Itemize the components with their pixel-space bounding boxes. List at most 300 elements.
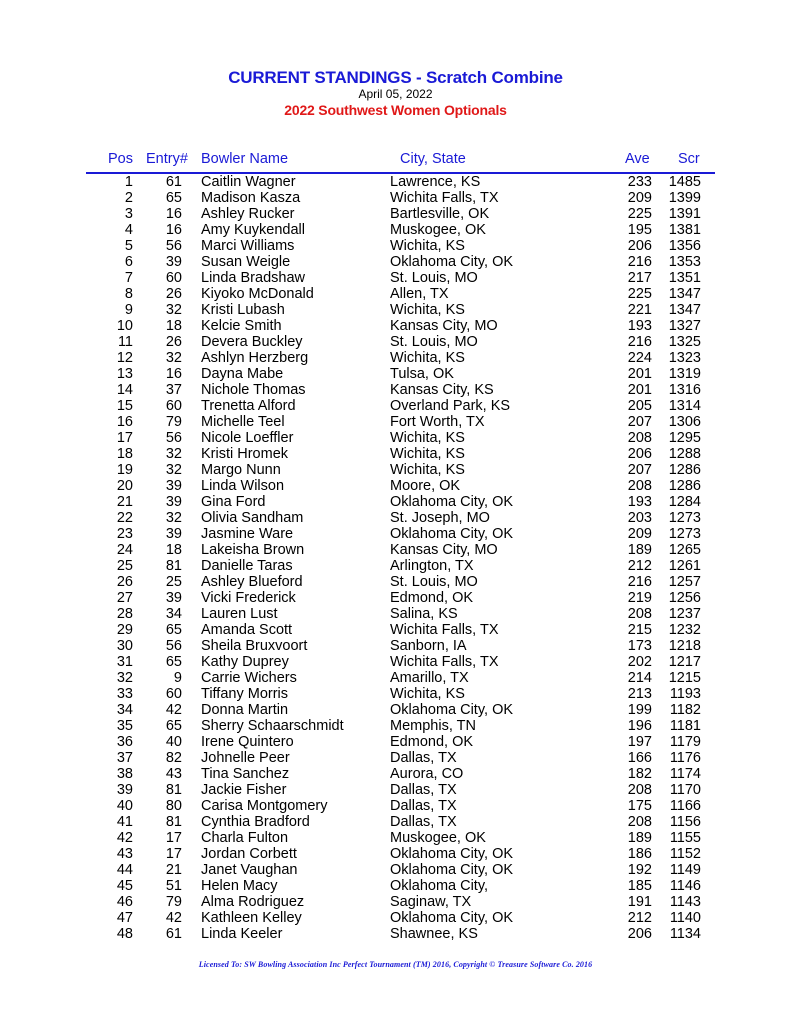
cell-ave: 195	[627, 222, 652, 238]
table-row	[0, 478, 791, 494]
cell-pos: 22	[116, 510, 133, 526]
cell-entry: 39	[165, 526, 182, 542]
cell-bowler-name: Irene Quintero	[201, 734, 294, 750]
cell-bowler-name: Jasmine Ware	[201, 526, 294, 542]
cell-city-state: Kansas City, KS	[390, 382, 494, 398]
cell-ave: 173	[627, 638, 652, 654]
col-header-scr: Scr	[678, 151, 700, 167]
cell-scr: 1155	[669, 830, 701, 846]
table-row	[0, 238, 791, 254]
cell-scr: 1176	[669, 750, 701, 766]
cell-scr: 1286	[668, 478, 701, 494]
cell-ave: 225	[627, 206, 652, 222]
cell-pos: 40	[116, 798, 133, 814]
cell-pos: 5	[124, 238, 133, 254]
cell-entry: 42	[165, 702, 182, 718]
cell-entry: 34	[165, 606, 182, 622]
cell-city-state: Wichita Falls, TX	[390, 622, 499, 638]
cell-bowler-name: Jackie Fisher	[201, 782, 287, 798]
table-row	[0, 750, 791, 766]
cell-entry: 82	[165, 750, 182, 766]
cell-ave: 196	[627, 718, 652, 734]
cell-pos: 4	[124, 222, 133, 238]
cell-scr: 1181	[669, 718, 701, 734]
cell-ave: 191	[627, 894, 652, 910]
table-row	[0, 846, 791, 862]
cell-scr: 1265	[668, 542, 701, 558]
table-row	[0, 814, 791, 830]
cell-ave: 213	[627, 686, 652, 702]
cell-pos: 46	[116, 894, 133, 910]
cell-ave: 201	[627, 366, 652, 382]
table-row	[0, 334, 791, 350]
cell-ave: 192	[627, 862, 652, 878]
table-row	[0, 222, 791, 238]
cell-scr: 1237	[668, 606, 701, 622]
cell-bowler-name: Kelcie Smith	[201, 318, 282, 334]
cell-bowler-name: Gina Ford	[201, 494, 266, 510]
cell-scr: 1273	[668, 526, 701, 542]
cell-bowler-name: Linda Keeler	[201, 926, 283, 942]
cell-scr: 1314	[668, 398, 701, 414]
cell-pos: 11	[117, 334, 133, 350]
cell-entry: 65	[165, 622, 182, 638]
table-row	[0, 462, 791, 478]
cell-scr: 1232	[668, 622, 701, 638]
cell-entry: 32	[165, 462, 182, 478]
col-header-ave: Ave	[625, 151, 650, 167]
cell-ave: 225	[627, 286, 652, 302]
cell-entry: 65	[165, 718, 182, 734]
cell-ave: 182	[627, 766, 652, 782]
col-header-pos: Pos	[108, 151, 133, 167]
cell-entry: 51	[165, 878, 182, 894]
cell-ave: 185	[627, 878, 652, 894]
cell-scr: 1256	[668, 590, 701, 606]
cell-entry: 37	[165, 382, 182, 398]
cell-entry: 32	[165, 446, 182, 462]
cell-city-state: Bartlesville, OK	[390, 206, 490, 222]
cell-scr: 1143	[669, 894, 701, 910]
cell-ave: 208	[627, 782, 652, 798]
cell-pos: 30	[116, 638, 133, 654]
cell-city-state: Wichita, KS	[390, 430, 465, 446]
cell-bowler-name: Olivia Sandham	[201, 510, 304, 526]
cell-entry: 61	[165, 174, 182, 190]
cell-city-state: St. Joseph, MO	[390, 510, 490, 526]
cell-pos: 28	[116, 606, 133, 622]
cell-city-state: St. Louis, MO	[390, 270, 478, 286]
cell-ave: 209	[627, 190, 652, 206]
cell-pos: 8	[124, 286, 133, 302]
cell-entry: 16	[165, 206, 182, 222]
cell-scr: 1170	[669, 782, 701, 798]
table-row	[0, 606, 791, 622]
cell-scr: 1152	[669, 846, 701, 862]
cell-ave: 208	[627, 430, 652, 446]
cell-scr: 1295	[668, 430, 701, 446]
cell-bowler-name: Cynthia Bradford	[201, 814, 310, 830]
table-row	[0, 910, 791, 926]
cell-ave: 189	[627, 830, 652, 846]
cell-city-state: Salina, KS	[390, 606, 458, 622]
cell-ave: 214	[627, 670, 652, 686]
cell-pos: 18	[116, 446, 133, 462]
cell-entry: 25	[165, 574, 182, 590]
cell-city-state: Wichita, KS	[390, 446, 465, 462]
cell-scr: 1356	[668, 238, 701, 254]
cell-scr: 1306	[668, 414, 701, 430]
cell-bowler-name: Devera Buckley	[201, 334, 303, 350]
cell-city-state: Lawrence, KS	[390, 174, 481, 190]
cell-scr: 1399	[668, 190, 701, 206]
cell-city-state: Oklahoma City, OK	[390, 910, 514, 926]
cell-bowler-name: Kristi Hromek	[201, 446, 289, 462]
table-row	[0, 526, 791, 542]
cell-ave: 199	[627, 702, 652, 718]
table-row	[0, 622, 791, 638]
table-row	[0, 654, 791, 670]
cell-city-state: Wichita, KS	[390, 686, 465, 702]
cell-bowler-name: Caitlin Wagner	[201, 174, 296, 190]
cell-pos: 32	[116, 670, 133, 686]
column-headers	[0, 151, 791, 171]
cell-scr: 1391	[668, 206, 701, 222]
cell-entry: 21	[165, 862, 182, 878]
table-row	[0, 414, 791, 430]
cell-ave: 215	[627, 622, 652, 638]
cell-bowler-name: Jordan Corbett	[201, 846, 297, 862]
cell-bowler-name: Marci Williams	[201, 238, 295, 254]
cell-ave: 207	[627, 414, 652, 430]
cell-scr: 1146	[669, 878, 701, 894]
table-row	[0, 590, 791, 606]
cell-scr: 1273	[668, 510, 701, 526]
cell-pos: 13	[116, 366, 133, 382]
table-row	[0, 894, 791, 910]
cell-entry: 42	[165, 910, 182, 926]
cell-ave: 224	[627, 350, 652, 366]
cell-city-state: Dallas, TX	[390, 814, 457, 830]
cell-bowler-name: Amy Kuykendall	[201, 222, 305, 238]
cell-scr: 1261	[668, 558, 701, 574]
cell-scr: 1193	[669, 686, 701, 702]
cell-city-state: Dallas, TX	[390, 798, 457, 814]
cell-scr: 1351	[668, 270, 701, 286]
cell-bowler-name: Kathleen Kelley	[201, 910, 302, 926]
cell-scr: 1174	[669, 766, 701, 782]
table-row	[0, 830, 791, 846]
cell-pos: 6	[124, 254, 133, 270]
cell-city-state: Kansas City, MO	[390, 318, 498, 334]
cell-bowler-name: Nichole Thomas	[201, 382, 306, 398]
cell-entry: 40	[165, 734, 182, 750]
cell-city-state: Wichita, KS	[390, 350, 465, 366]
table-row	[0, 574, 791, 590]
cell-city-state: Moore, OK	[390, 478, 461, 494]
cell-pos: 41	[116, 814, 133, 830]
tournament-name: 2022 Southwest Women Optionals	[284, 102, 507, 118]
cell-city-state: Amarillo, TX	[390, 670, 469, 686]
cell-city-state: Overland Park, KS	[390, 398, 511, 414]
cell-scr: 1149	[669, 862, 701, 878]
cell-pos: 36	[116, 734, 133, 750]
cell-city-state: Oklahoma City, OK	[390, 862, 514, 878]
cell-scr: 1347	[668, 302, 701, 318]
cell-pos: 38	[116, 766, 133, 782]
table-row	[0, 254, 791, 270]
cell-pos: 24	[116, 542, 133, 558]
cell-bowler-name: Madison Kasza	[201, 190, 301, 206]
cell-city-state: Oklahoma City, OK	[390, 846, 514, 862]
cell-bowler-name: Kristi Lubash	[201, 302, 285, 318]
cell-scr: 1288	[668, 446, 701, 462]
cell-pos: 10	[116, 318, 133, 334]
cell-ave: 193	[627, 318, 652, 334]
table-row	[0, 190, 791, 206]
cell-city-state: Wichita Falls, TX	[390, 654, 499, 670]
cell-bowler-name: Trenetta Alford	[201, 398, 296, 414]
cell-entry: 65	[165, 190, 182, 206]
table-row	[0, 350, 791, 366]
cell-bowler-name: Kiyoko McDonald	[201, 286, 314, 302]
table-row	[0, 318, 791, 334]
cell-scr: 1347	[668, 286, 701, 302]
cell-entry: 65	[165, 654, 182, 670]
cell-ave: 186	[627, 846, 652, 862]
cell-bowler-name: Charla Fulton	[201, 830, 289, 846]
cell-ave: 208	[627, 478, 652, 494]
cell-city-state: Kansas City, MO	[390, 542, 498, 558]
cell-ave: 216	[627, 334, 652, 350]
cell-city-state: Wichita, KS	[390, 302, 465, 318]
cell-bowler-name: Alma Rodriguez	[201, 894, 305, 910]
cell-entry: 56	[165, 238, 182, 254]
cell-ave: 217	[627, 270, 652, 286]
cell-city-state: Tulsa, OK	[390, 366, 454, 382]
standings-table	[0, 174, 791, 942]
table-row	[0, 638, 791, 654]
cell-entry: 26	[165, 286, 182, 302]
col-header-entry: Entry#	[146, 151, 188, 167]
cell-ave: 221	[627, 302, 652, 318]
page-title: CURRENT STANDINGS - Scratch Combine	[228, 68, 563, 87]
cell-bowler-name: Susan Weigle	[201, 254, 291, 270]
cell-scr: 1166	[669, 798, 701, 814]
cell-entry: 18	[165, 318, 182, 334]
cell-entry: 16	[165, 222, 182, 238]
cell-pos: 7	[124, 270, 133, 286]
cell-entry: 60	[165, 686, 182, 702]
cell-city-state: Muskogee, OK	[390, 222, 486, 238]
col-header-city: City, State	[400, 151, 466, 167]
cell-city-state: Oklahoma City, OK	[390, 526, 514, 542]
cell-scr: 1179	[669, 734, 701, 750]
cell-entry: 16	[165, 366, 182, 382]
cell-entry: 56	[165, 638, 182, 654]
cell-scr: 1323	[668, 350, 701, 366]
table-row	[0, 510, 791, 526]
table-row	[0, 702, 791, 718]
table-row	[0, 286, 791, 302]
cell-city-state: Dallas, TX	[390, 750, 457, 766]
cell-ave: 209	[627, 526, 652, 542]
cell-pos: 43	[116, 846, 133, 862]
cell-bowler-name: Amanda Scott	[201, 622, 293, 638]
cell-city-state: Aurora, CO	[390, 766, 464, 782]
cell-city-state: Oklahoma City, OK	[390, 254, 514, 270]
cell-city-state: Shawnee, KS	[390, 926, 478, 942]
table-row	[0, 862, 791, 878]
cell-ave: 233	[627, 174, 652, 190]
cell-pos: 39	[116, 782, 133, 798]
cell-entry: 26	[165, 334, 182, 350]
cell-entry: 39	[165, 590, 182, 606]
cell-pos: 23	[116, 526, 133, 542]
cell-ave: 197	[627, 734, 652, 750]
cell-bowler-name: Ashley Blueford	[201, 574, 303, 590]
cell-ave: 216	[627, 574, 652, 590]
cell-pos: 3	[124, 206, 133, 222]
cell-bowler-name: Helen Macy	[201, 878, 278, 894]
cell-ave: 212	[627, 558, 652, 574]
cell-city-state: Allen, TX	[390, 286, 449, 302]
cell-entry: 9	[173, 670, 182, 686]
cell-pos: 16	[116, 414, 133, 430]
table-row	[0, 206, 791, 222]
cell-city-state: Wichita, KS	[390, 462, 465, 478]
cell-entry: 79	[165, 414, 182, 430]
cell-bowler-name: Sherry Schaarschmidt	[201, 718, 344, 734]
cell-pos: 25	[116, 558, 133, 574]
cell-bowler-name: Tiffany Morris	[201, 686, 289, 702]
cell-city-state: Saginaw, TX	[390, 894, 472, 910]
cell-pos: 19	[116, 462, 133, 478]
cell-entry: 32	[165, 510, 182, 526]
cell-scr: 1327	[668, 318, 701, 334]
cell-pos: 48	[116, 926, 133, 942]
cell-scr: 1215	[668, 670, 701, 686]
table-row	[0, 734, 791, 750]
cell-city-state: St. Louis, MO	[390, 334, 478, 350]
table-row	[0, 766, 791, 782]
cell-bowler-name: Donna Martin	[201, 702, 289, 718]
table-row	[0, 302, 791, 318]
cell-bowler-name: Michelle Teel	[201, 414, 285, 430]
cell-city-state: Sanborn, IA	[390, 638, 467, 654]
cell-bowler-name: Kathy Duprey	[201, 654, 289, 670]
cell-pos: 14	[116, 382, 133, 398]
cell-pos: 9	[124, 302, 133, 318]
cell-pos: 21	[116, 494, 133, 510]
cell-ave: 212	[627, 910, 652, 926]
cell-ave: 206	[627, 446, 652, 462]
table-row	[0, 782, 791, 798]
cell-city-state: Muskogee, OK	[390, 830, 486, 846]
cell-pos: 42	[116, 830, 133, 846]
cell-pos: 37	[116, 750, 133, 766]
cell-city-state: Edmond, OK	[390, 734, 474, 750]
cell-entry: 60	[165, 398, 182, 414]
cell-pos: 1	[124, 174, 133, 190]
cell-bowler-name: Nicole Loeffler	[201, 430, 294, 446]
table-row	[0, 174, 791, 190]
cell-entry: 39	[165, 478, 182, 494]
cell-ave: 208	[627, 606, 652, 622]
table-row	[0, 670, 791, 686]
cell-pos: 44	[116, 862, 133, 878]
cell-pos: 31	[116, 654, 133, 670]
cell-bowler-name: Linda Bradshaw	[201, 270, 305, 286]
cell-city-state: St. Louis, MO	[390, 574, 478, 590]
cell-bowler-name: Lakeisha Brown	[201, 542, 305, 558]
cell-bowler-name: Vicki Frederick	[201, 590, 296, 606]
cell-ave: 216	[627, 254, 652, 270]
cell-scr: 1316	[668, 382, 701, 398]
table-row	[0, 430, 791, 446]
cell-pos: 20	[116, 478, 133, 494]
table-row	[0, 926, 791, 942]
cell-scr: 1325	[668, 334, 701, 350]
cell-pos: 12	[116, 350, 133, 366]
table-row	[0, 798, 791, 814]
cell-entry: 39	[165, 254, 182, 270]
cell-scr: 1381	[668, 222, 701, 238]
cell-scr: 1134	[669, 926, 701, 942]
cell-bowler-name: Dayna Mabe	[201, 366, 284, 382]
cell-bowler-name: Tina Sanchez	[201, 766, 290, 782]
cell-ave: 193	[627, 494, 652, 510]
cell-scr: 1156	[669, 814, 701, 830]
cell-scr: 1485	[668, 174, 701, 190]
cell-city-state: Fort Worth, TX	[390, 414, 485, 430]
cell-bowler-name: Janet Vaughan	[201, 862, 298, 878]
table-row	[0, 382, 791, 398]
cell-bowler-name: Carrie Wichers	[201, 670, 297, 686]
report-date: April 05, 2022	[358, 87, 433, 101]
cell-ave: 203	[627, 510, 652, 526]
cell-scr: 1140	[669, 910, 701, 926]
cell-pos: 47	[116, 910, 133, 926]
table-row	[0, 398, 791, 414]
cell-bowler-name: Ashlyn Herzberg	[201, 350, 309, 366]
cell-pos: 33	[116, 686, 133, 702]
cell-pos: 34	[116, 702, 133, 718]
cell-pos: 26	[116, 574, 133, 590]
cell-ave: 201	[627, 382, 652, 398]
table-row	[0, 686, 791, 702]
cell-scr: 1353	[668, 254, 701, 270]
table-row	[0, 446, 791, 462]
cell-pos: 29	[116, 622, 133, 638]
cell-entry: 81	[165, 814, 182, 830]
cell-entry: 81	[165, 782, 182, 798]
cell-bowler-name: Margo Nunn	[201, 462, 281, 478]
cell-entry: 79	[165, 894, 182, 910]
table-row	[0, 718, 791, 734]
cell-pos: 35	[116, 718, 133, 734]
table-row	[0, 878, 791, 894]
cell-bowler-name: Carisa Montgomery	[201, 798, 328, 814]
cell-entry: 61	[165, 926, 182, 942]
cell-pos: 15	[116, 398, 133, 414]
cell-ave: 208	[627, 814, 652, 830]
cell-scr: 1284	[668, 494, 701, 510]
cell-entry: 43	[165, 766, 182, 782]
cell-scr: 1286	[668, 462, 701, 478]
cell-city-state: Arlington, TX	[390, 558, 474, 574]
cell-scr: 1218	[668, 638, 701, 654]
